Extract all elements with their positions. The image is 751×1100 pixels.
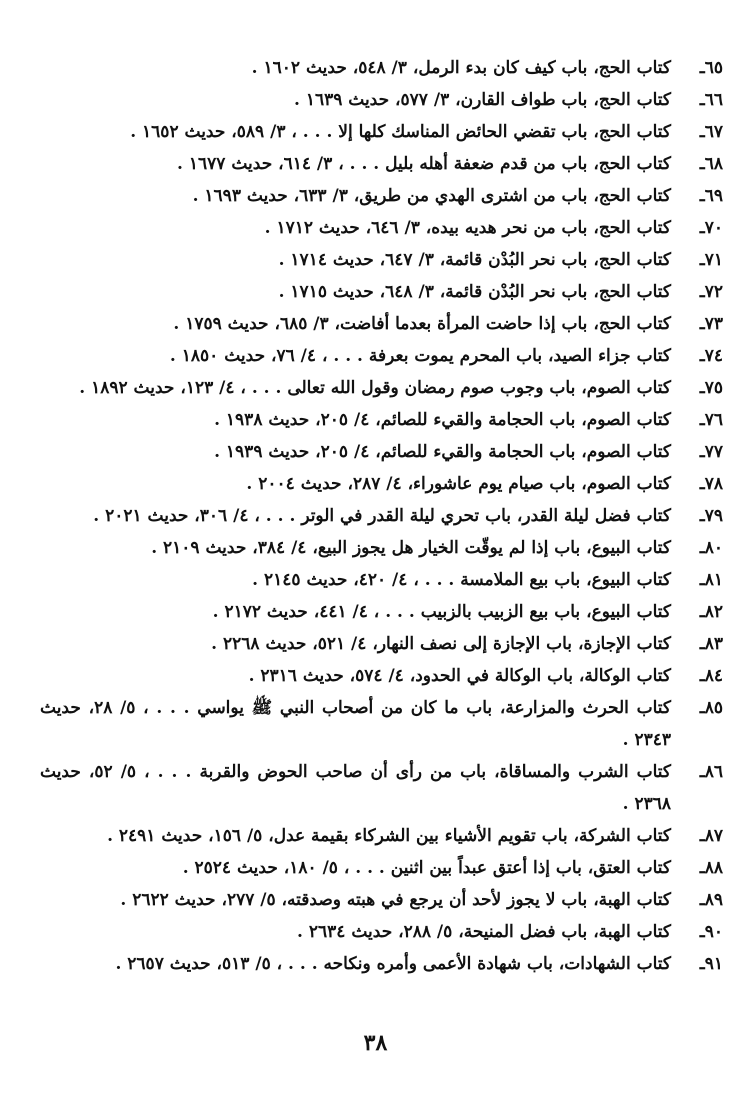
entry-text: كتاب الإجازة، باب الإجازة إلى نصف النهار، ٤/ ٥٢١، حديث ٢٢٦٨ . (211, 634, 671, 654)
entry-number: ٨١ـ (699, 570, 723, 590)
entry-text: كتاب الصوم، باب وجوب صوم رمضان وقول الله تعالى . . . ، ٤/ ١٢٣، حديث ١٨٩٢ . (79, 378, 671, 398)
entry-number: ٨٩ـ (699, 890, 723, 910)
reference-entry (40, 596, 723, 628)
reference-entry (40, 212, 723, 244)
reference-entry (40, 276, 723, 308)
entry-number: ٨٦ـ (699, 762, 723, 782)
entry-text: كتاب العتق، باب إذا أعتق عبداً بين اثنين . . . ، ٥/ ١٨٠، حديث ٢٥٢٤ . (182, 858, 671, 878)
reference-entry (40, 916, 723, 948)
reference-entry (40, 500, 723, 532)
entry-number: ٧١ـ (699, 250, 723, 270)
entry-number: ٧٣ـ (699, 314, 723, 334)
entry-text: كتاب الهبة، باب لا يجوز لأحد أن يرجع في هبته وصدقته، ٥/ ٢٧٧، حديث ٢٦٢٢ . (120, 890, 671, 910)
reference-entry (40, 628, 723, 660)
reference-entry (40, 372, 723, 404)
entry-text: كتاب فضل ليلة القدر، باب تحري ليلة القدر في الوتر . . . ، ٤/ ٣٠٦، حديث ٢٠٢١ . (93, 506, 671, 526)
entry-text: كتاب الشركة، باب تقويم الأشياء بين الشركاء بقيمة عدل، ٥/ ١٥٦، حديث ٢٤٩١ . (107, 826, 671, 846)
entry-text: كتاب الحج، باب طواف القارن، ٣/ ٥٧٧، حديث ١٦٣٩ . (293, 90, 671, 110)
entry-number: ٧٢ـ (699, 282, 723, 302)
reference-entry (40, 84, 723, 116)
reference-entry (40, 340, 723, 372)
entry-number: ٦٧ـ (699, 122, 723, 142)
entry-number: ٨٠ـ (699, 538, 723, 558)
reference-entry (40, 404, 723, 436)
reference-entry (40, 116, 723, 148)
entry-text: كتاب الصوم، باب الحجامة والقيء للصائم، ٤/ ٢٠٥، حديث ١٩٣٨ . (214, 410, 671, 430)
entry-number: ٦٦ـ (699, 90, 723, 110)
entry-number: ٨٨ـ (699, 858, 723, 878)
entry-text: كتاب الحج، باب كيف كان بدء الرمل، ٣/ ٥٤٨، حديث ١٦٠٢ . (251, 58, 671, 78)
entry-text: كتاب البيوع، باب بيع الزبيب بالزبيب . . . ، ٤/ ٤٤١، حديث ٢١٧٢ . (212, 602, 671, 622)
entry-number: ٩١ـ (699, 954, 723, 974)
entry-number: ٧٤ـ (699, 346, 723, 366)
entry-text: كتاب الحج، باب نحر البُدْن قائمة، ٣/ ٦٤٨، حديث ١٧١٥ . (278, 282, 671, 302)
reference-entry (40, 468, 723, 500)
entry-text: كتاب الحج، باب من اشترى الهدي من طريق، ٣/ ٦٣٣، حديث ١٦٩٣ . (192, 186, 671, 206)
entry-text: كتاب الحج، باب تقضي الحائض المناسك كلها إلا . . . ، ٣/ ٥٨٩، حديث ١٦٥٢ . (130, 122, 671, 142)
reference-entry (40, 884, 723, 916)
entry-text: كتاب الحج، باب نحر البُدْن قائمة، ٣/ ٦٤٧، حديث ١٧١٤ . (278, 250, 671, 270)
entry-text: كتاب الشهادات، باب شهادة الأعمى وأمره ونكاحه . . . ، ٥/ ٥١٣، حديث ٢٦٥٧ . (115, 954, 671, 974)
reference-entry (40, 948, 723, 980)
entry-number: ٦٨ـ (699, 154, 723, 174)
reference-entry (40, 756, 723, 820)
entry-number: ٧٨ـ (699, 474, 723, 494)
entry-number: ٧٧ـ (699, 442, 723, 462)
entry-text: كتاب البيوع، باب بيع الملامسة . . . ، ٤/ ٤٢٠، حديث ٢١٤٥ . (252, 570, 671, 590)
entry-number: ٦٥ـ (699, 58, 723, 78)
reference-entry (40, 244, 723, 276)
entry-number: ٧٩ـ (699, 506, 723, 526)
reference-entry (40, 52, 723, 84)
reference-entry (40, 660, 723, 692)
entry-number: ٨٤ـ (699, 666, 723, 686)
entry-number: ٩٠ـ (699, 922, 723, 942)
entry-text: كتاب الصوم، باب صيام يوم عاشوراء، ٤/ ٢٨٧، حديث ٢٠٠٤ . (246, 474, 671, 494)
entry-number: ٨٣ـ (699, 634, 723, 654)
entry-text: كتاب الشرب والمساقاة، باب من رأى أن صاحب الحوض والقربة . . . ، ٥/ ٥٢، حديث ٢٣٦٨ . (40, 762, 671, 814)
entry-number: ٧٦ـ (699, 410, 723, 430)
entry-text: كتاب الحج، باب إذا حاضت المرأة بعدما أفاضت، ٣/ ٦٨٥، حديث ١٧٥٩ . (173, 314, 671, 334)
reference-entry (40, 436, 723, 468)
entry-text: كتاب الصوم، باب الحجامة والقيء للصائم، ٤/ ٢٠٥، حديث ١٩٣٩ . (214, 442, 671, 462)
reference-entry (40, 852, 723, 884)
reference-entry (40, 564, 723, 596)
reference-entry (40, 180, 723, 212)
reference-entry (40, 532, 723, 564)
entry-text: كتاب الحج، باب من نحر هديه بيده، ٣/ ٦٤٦، حديث ١٧١٢ . (264, 218, 671, 238)
entry-number: ٧٥ـ (699, 378, 723, 398)
entry-text: كتاب الحج، باب من قدم ضعفة أهله بليل . . . ، ٣/ ٦١٤، حديث ١٦٧٧ . (177, 154, 671, 174)
entry-text: كتاب الهبة، باب فضل المنيحة، ٥/ ٢٨٨، حديث ٢٦٣٤ . (297, 922, 671, 942)
entry-text: كتاب الحرث والمزارعة، باب ما كان من أصحاب النبي ﷺ يواسي . . . ، ٥/ ٢٨، حديث ٢٣٤٣ . (40, 698, 671, 750)
entry-text: كتاب الوكالة، باب الوكالة في الحدود، ٤/ ٥٧٤، حديث ٢٣١٦ . (248, 666, 671, 686)
entry-text: كتاب جزاء الصيد، باب المحرم يموت بعرفة . . . ، ٤/ ٧٦، حديث ١٨٥٠ . (169, 346, 671, 366)
reference-entry (40, 692, 723, 756)
reference-entry (40, 820, 723, 852)
entry-number: ٨٧ـ (699, 826, 723, 846)
page-number: ٣٨ (363, 1030, 388, 1056)
entry-number: ٧٠ـ (699, 218, 723, 238)
reference-entry (40, 308, 723, 340)
reference-entry (40, 148, 723, 180)
entry-text: كتاب البيوع، باب إذا لم يوقّت الخيار هل يجوز البيع، ٤/ ٣٨٤، حديث ٢١٠٩ . (151, 538, 671, 558)
entry-number: ٦٩ـ (699, 186, 723, 206)
entry-number: ٨٢ـ (699, 602, 723, 622)
reference-list (40, 52, 723, 980)
entry-number: ٨٥ـ (699, 698, 723, 718)
